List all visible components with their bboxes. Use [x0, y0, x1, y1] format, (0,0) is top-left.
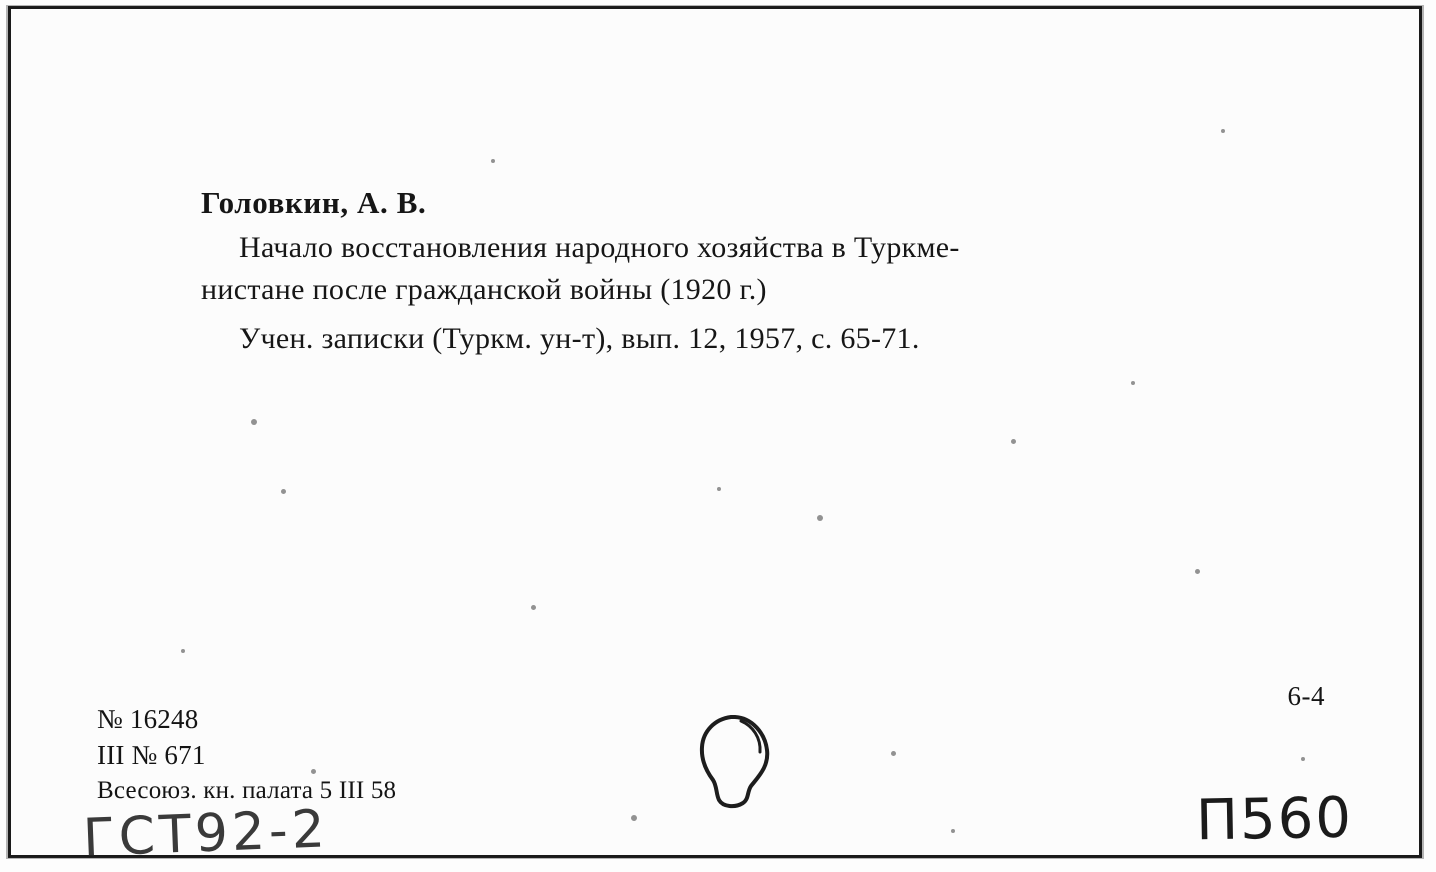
code-bottom-right: П560: [1195, 785, 1354, 854]
scan-speck: [1011, 439, 1016, 444]
scan-speck: [281, 489, 286, 494]
scan-speck: [717, 487, 721, 491]
scan-speck: [1131, 381, 1135, 385]
scan-speck: [631, 815, 637, 821]
scan-speck: [1301, 757, 1305, 761]
scan-speck: [817, 515, 823, 521]
entry-author: Головкин, А. В.: [201, 185, 427, 220]
scan-speck: [491, 159, 495, 163]
scan-speck: [181, 649, 185, 653]
scan-speck: [1221, 129, 1225, 133]
ink-blob-icon: [697, 714, 775, 810]
scan-speck: [251, 419, 257, 425]
handwritten-shelf-mark: ГСТ92-2: [81, 799, 330, 869]
registration-block: [97, 702, 396, 807]
registration-agency: Всесоюз. кн. палата 5 III 58: [97, 776, 397, 804]
card-border: [8, 6, 1422, 869]
scan-speck: [1195, 569, 1200, 574]
scan-speck: [951, 829, 955, 833]
entry-source: Учен. записки (Туркм. ун-т), вып. 12, 1957, с. 65-71.: [239, 321, 920, 355]
scan-speck: [311, 769, 316, 774]
registration-series-number: III № 671: [97, 739, 206, 770]
scan-speck: [891, 751, 896, 756]
code-top-right: 6-4: [1287, 681, 1325, 711]
registration-number: № 16248: [97, 704, 199, 734]
entry-title-line-1: Начало восстановления народного хозяйства в Туркме-: [239, 231, 960, 265]
bibliographic-entry: [201, 184, 1361, 359]
entry-title-line-2: нистане после гражданской войны (1920 г.): [201, 272, 767, 306]
scan-speck: [531, 605, 536, 610]
